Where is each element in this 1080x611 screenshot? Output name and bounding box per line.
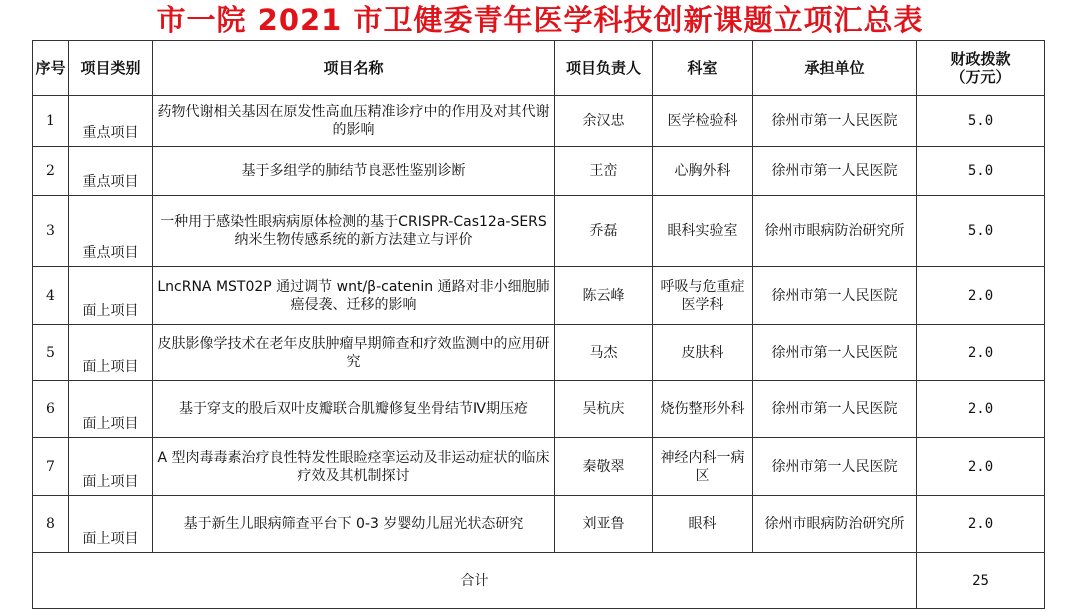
table-row [33, 147, 1045, 196]
total-label: 合计 [33, 553, 917, 609]
row-leader: 余汉忠 [555, 96, 653, 147]
row-project-name: 一种用于感染性眼病病原体检测的基于CRISPR-Cas12a-SERS 纳米生物传感系统的新方法建立与评价 [153, 196, 555, 267]
row-unit: 徐州市第一人民医院 [753, 96, 917, 147]
row-category [69, 438, 153, 496]
row-leader: 乔磊 [555, 196, 653, 267]
row-unit: 徐州市第一人民医院 [753, 438, 917, 496]
table-row [33, 438, 1045, 496]
row-project-name: A 型肉毒毒素治疗良性特发性眼睑痉挛运动及非运动症状的临床疗效及其机制探讨 [153, 438, 555, 496]
row-dept: 皮肤科 [653, 325, 753, 381]
row-dept: 呼吸与危重症医学科 [653, 267, 753, 325]
row-index: 2 [33, 147, 69, 196]
row-leader: 吴杭庆 [555, 381, 653, 438]
row-category [69, 325, 153, 381]
table-row [33, 96, 1045, 147]
page-title: 市一院 2021 市卫健委青年医学科技创新课题立项汇总表 [156, 3, 924, 37]
row-category-text: 面上项目 [82, 474, 139, 490]
row-fund: 2.0 [917, 438, 1045, 496]
row-category-text: 面上项目 [82, 359, 139, 375]
row-fund: 2.0 [917, 496, 1045, 553]
row-fund: 5.0 [917, 147, 1045, 196]
row-category [69, 96, 153, 147]
row-index: 3 [33, 196, 69, 267]
row-fund: 2.0 [917, 267, 1045, 325]
header-dept: 科室 [653, 41, 753, 96]
row-index: 6 [33, 381, 69, 438]
row-category-text: 面上项目 [82, 531, 139, 547]
row-project-name: 基于新生儿眼病筛查平台下 0-3 岁婴幼儿屈光状态研究 [153, 496, 555, 553]
row-project-name: 皮肤影像学技术在老年皮肤肿瘤早期筛查和疗效监测中的应用研究 [153, 325, 555, 381]
total-row [33, 553, 1045, 609]
row-unit: 徐州市眼病防治研究所 [753, 496, 917, 553]
row-index: 8 [33, 496, 69, 553]
row-category-text: 重点项目 [82, 174, 139, 190]
header-category: 项目类别 [69, 41, 153, 96]
row-category [69, 267, 153, 325]
row-index: 1 [33, 96, 69, 147]
table-row [33, 496, 1045, 553]
row-dept: 医学检验科 [653, 96, 753, 147]
row-leader: 王峦 [555, 147, 653, 196]
header-name: 项目名称 [153, 41, 555, 96]
row-category-text: 重点项目 [82, 245, 139, 261]
row-category [69, 496, 153, 553]
row-dept: 眼科实验室 [653, 196, 753, 267]
table-row [33, 381, 1045, 438]
row-project-name: LncRNA MST02P 通过调节 wnt/β-catenin 通路对非小细胞肺癌侵袭、迁移的影响 [153, 267, 555, 325]
header-index: 序号 [33, 41, 69, 96]
row-index: 5 [33, 325, 69, 381]
table-row [33, 325, 1045, 381]
row-leader: 陈云峰 [555, 267, 653, 325]
header-row [33, 41, 1045, 96]
header-fund-line2: （万元） [950, 68, 1011, 86]
row-index: 4 [33, 267, 69, 325]
header-unit: 承担单位 [753, 41, 917, 96]
row-unit: 徐州市眼病防治研究所 [753, 196, 917, 267]
row-leader: 秦敬翠 [555, 438, 653, 496]
row-unit: 徐州市第一人民医院 [753, 267, 917, 325]
row-category-text: 面上项目 [82, 416, 139, 432]
table-row [33, 196, 1045, 267]
table-row [33, 267, 1045, 325]
row-index: 7 [33, 438, 69, 496]
row-project-name: 基于多组学的肺结节良恶性鉴别诊断 [153, 147, 555, 196]
row-unit: 徐州市第一人民医院 [753, 325, 917, 381]
row-category [69, 147, 153, 196]
row-category-text: 面上项目 [82, 303, 139, 319]
total-value: 25 [917, 553, 1045, 609]
row-category-text: 重点项目 [82, 125, 139, 141]
row-leader: 刘亚鲁 [555, 496, 653, 553]
row-dept: 神经内科一病区 [653, 438, 753, 496]
row-dept: 烧伤整形外科 [653, 381, 753, 438]
row-fund: 5.0 [917, 96, 1045, 147]
header-fund [917, 41, 1045, 96]
row-project-name: 基于穿支的股后双叶皮瓣联合肌瓣修复坐骨结节Ⅳ期压疮 [153, 381, 555, 438]
header-fund-line1: 财政拨款 [950, 50, 1011, 68]
row-leader: 马杰 [555, 325, 653, 381]
row-fund: 2.0 [917, 325, 1045, 381]
row-unit: 徐州市第一人民医院 [753, 147, 917, 196]
row-category [69, 381, 153, 438]
row-category [69, 196, 153, 267]
project-summary-table [32, 40, 1045, 609]
row-unit: 徐州市第一人民医院 [753, 381, 917, 438]
header-leader: 项目负责人 [555, 41, 653, 96]
row-project-name: 药物代谢相关基因在原发性高血压精准诊疗中的作用及对其代谢的影响 [153, 96, 555, 147]
row-fund: 5.0 [917, 196, 1045, 267]
row-dept: 心胸外科 [653, 147, 753, 196]
row-dept: 眼科 [653, 496, 753, 553]
row-fund: 2.0 [917, 381, 1045, 438]
